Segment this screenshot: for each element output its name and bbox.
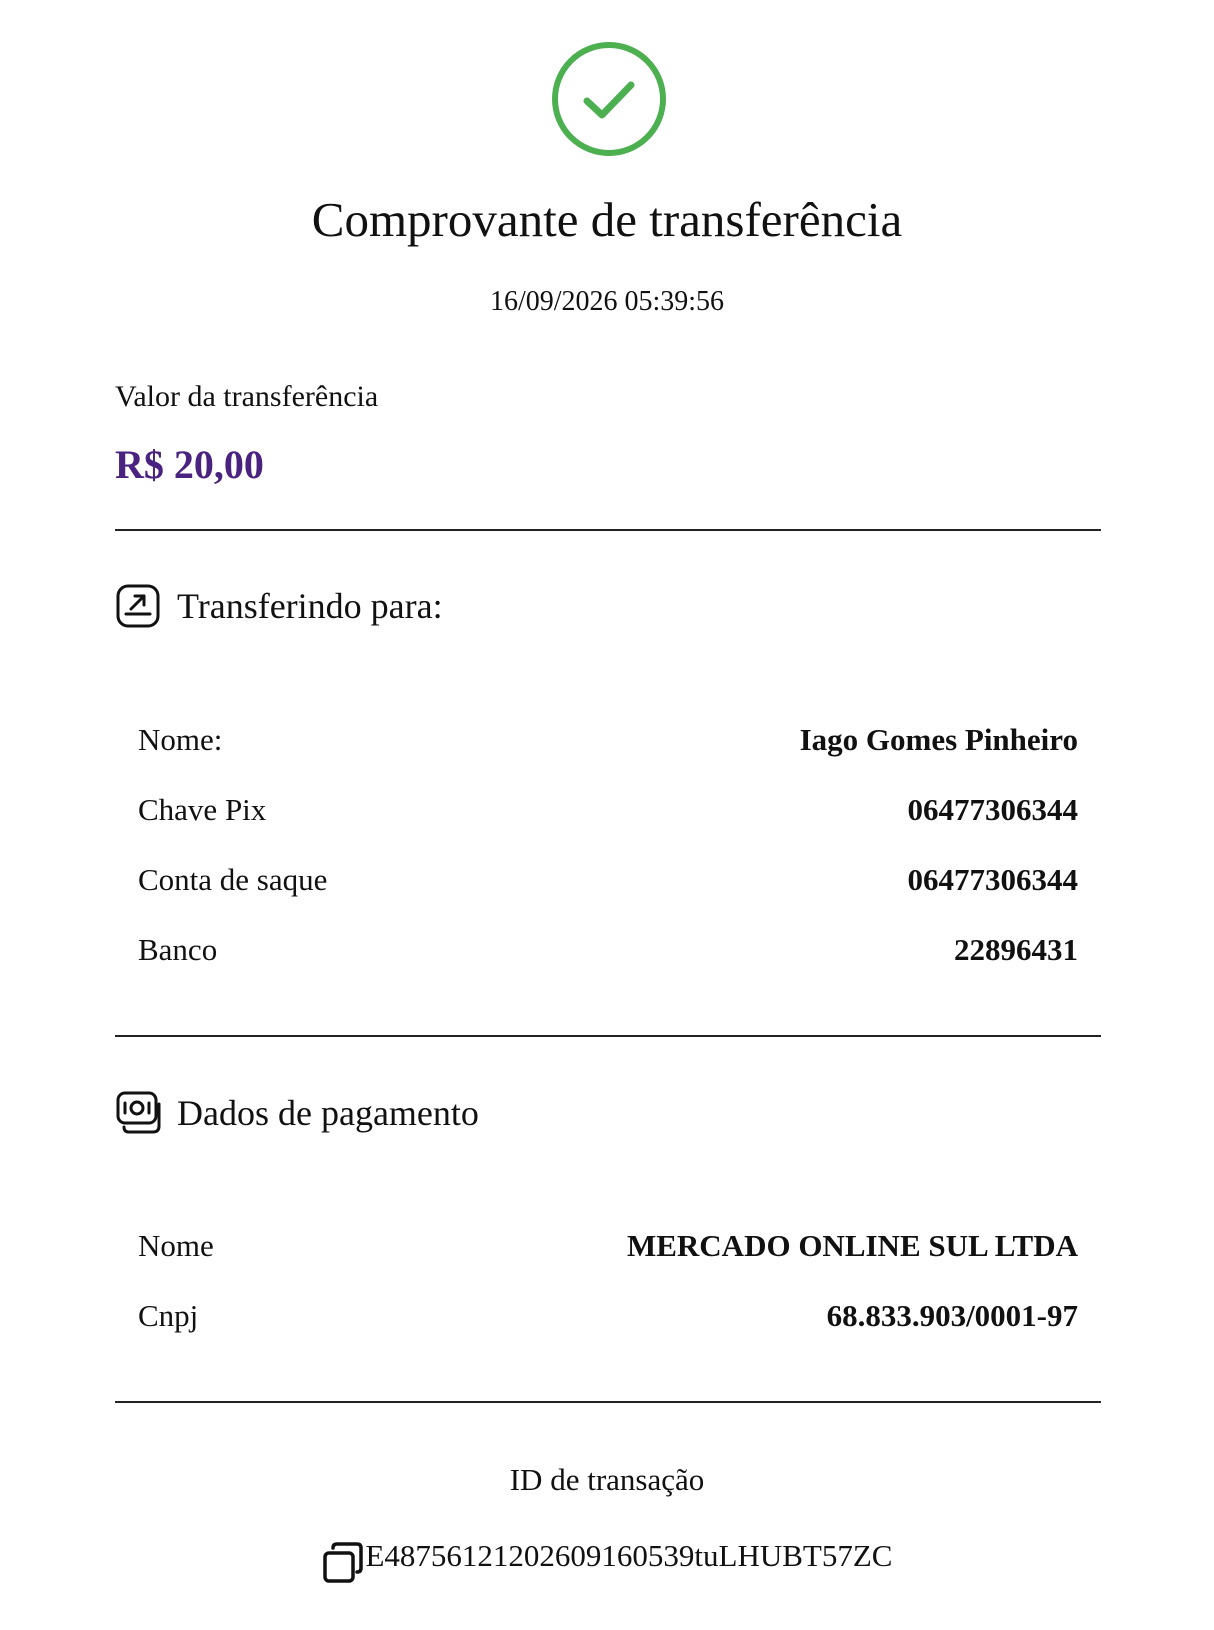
payment-heading-label: Dados de pagamento	[177, 1093, 479, 1133]
check-circle-icon	[551, 41, 667, 157]
copy-icon[interactable]	[322, 1540, 364, 1584]
recipient-row-pix-key	[138, 790, 1078, 830]
row-value: 68.833.903/0001-97	[826, 1298, 1078, 1333]
row-label: Cnpj	[138, 1298, 199, 1333]
recipient-row-bank	[138, 930, 1078, 970]
transaction-id-value[interactable]: E48756121202609160539tuLHUBT57ZC	[365, 1538, 893, 1573]
arrow-up-right-box-icon	[115, 583, 161, 629]
row-value: 22896431	[954, 932, 1078, 967]
transaction-id-row	[0, 1528, 1214, 1584]
recipient-row-name	[138, 720, 1078, 760]
payment-section-heading	[115, 1090, 479, 1136]
amount-value: R$ 20,00	[115, 442, 264, 487]
recipient-row-account	[138, 860, 1078, 900]
recipient-heading-label: Transferindo para:	[177, 586, 443, 626]
row-label: Banco	[138, 932, 218, 967]
payment-row-cnpj	[138, 1296, 1078, 1336]
row-value: 06477306344	[907, 862, 1078, 897]
transaction-id-label: ID de transação	[509, 1462, 705, 1497]
row-label: Conta de saque	[138, 862, 328, 897]
divider	[115, 1035, 1101, 1037]
divider	[115, 529, 1101, 531]
row-value: 06477306344	[907, 792, 1078, 827]
amount-label: Valor da transferência	[115, 380, 379, 413]
transfer-datetime: 16/09/2026 05:39:56	[489, 286, 725, 317]
row-label: Chave Pix	[138, 792, 267, 827]
row-label: Nome	[138, 1228, 214, 1263]
divider	[115, 1401, 1101, 1403]
payment-row-name	[138, 1226, 1078, 1266]
row-label: Nome:	[138, 722, 223, 757]
row-value: Iago Gomes Pinheiro	[799, 722, 1078, 757]
money-bills-icon	[115, 1090, 161, 1136]
page-title: Comprovante de transferência	[311, 192, 903, 247]
recipient-section-heading	[115, 583, 443, 629]
row-value: MERCADO ONLINE SUL LTDA	[626, 1228, 1078, 1263]
